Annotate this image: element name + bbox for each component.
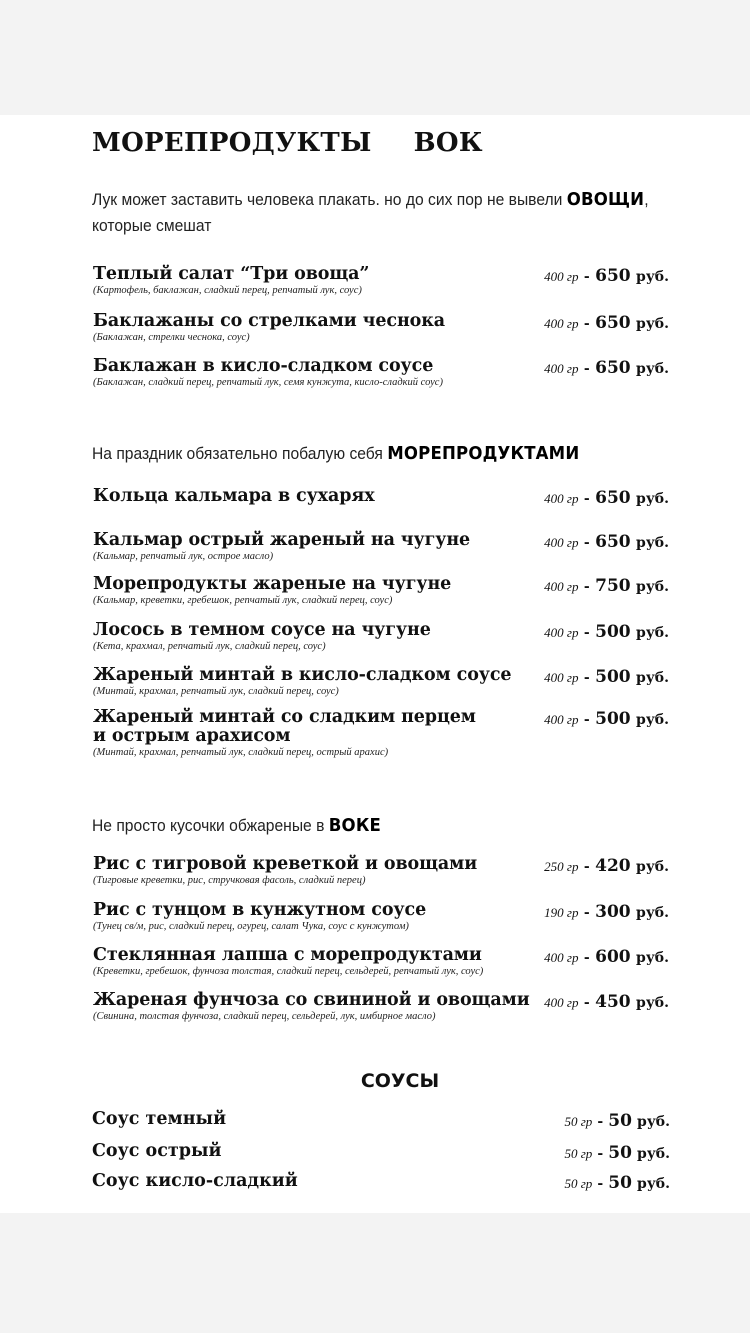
sauce-price: 50 гр - 50 руб. (564, 1173, 670, 1193)
menu-item (93, 621, 673, 653)
dish-price: 400 гр - 600 руб. (544, 947, 669, 967)
menu-item (93, 946, 673, 978)
section-intro-seafood (92, 441, 579, 467)
price-currency: руб. (636, 579, 669, 595)
dish-ingredients: (Креветки, гребешок, фунчоза толстая, сладкий перец, сельдерей, репчатый лук, соус) (93, 966, 484, 977)
dish-ingredients: (Минтай, крахмал, репчатый лук, сладкий перец, острый арахис) (93, 747, 389, 758)
dish-ingredients: (Картофель, баклажан, сладкий перец, репчатый лук, соус) (93, 285, 362, 296)
menu-item (93, 708, 673, 759)
dish-weight: 400 гр (544, 361, 579, 376)
price-value: 500 (595, 709, 631, 729)
sauce-weight: 50 гр (564, 1176, 593, 1191)
menu-item (93, 991, 673, 1023)
dish-weight: 400 гр (544, 950, 579, 965)
title-seafood: МОРЕПРОДУКТЫ (92, 128, 372, 158)
dish-weight: 400 гр (544, 712, 579, 727)
dish-name: Жареный минтай в кисло-сладком соусе (93, 665, 512, 685)
dish-price: 400 гр - 650 руб. (544, 358, 669, 378)
dish-price: 400 гр - 450 руб. (544, 992, 669, 1012)
sauce-name: Соус острый (92, 1141, 222, 1161)
menu-item (93, 312, 673, 344)
price-currency: руб. (636, 712, 669, 728)
dish-price: 400 гр - 750 руб. (544, 576, 669, 596)
menu-item (93, 531, 673, 563)
intro-text: На праздник обязательно побалую себя (92, 444, 388, 463)
price-value: 650 (595, 266, 631, 286)
dish-ingredients: (Баклажан, сладкий перец, репчатый лук, семя кунжута, кисло-сладкий соус) (93, 377, 443, 388)
dish-weight: 400 гр (544, 670, 579, 685)
dish-name: Жареный минтай со сладким перцем и острым арахисом (93, 707, 476, 746)
dish-weight: 400 гр (544, 269, 579, 284)
sauce-item (92, 1172, 674, 1191)
dish-name: Кольца кальмара в сухарях (93, 486, 375, 506)
dish-price: 400 гр - 650 руб. (544, 266, 669, 286)
price-currency: руб. (637, 1176, 670, 1192)
price-currency: руб. (636, 535, 669, 551)
price-value: 750 (595, 576, 631, 596)
dish-price: 400 гр - 500 руб. (544, 667, 669, 687)
sauces-heading: СОУСЫ (360, 1070, 440, 1092)
dish-weight: 400 гр (544, 995, 579, 1010)
dish-price: 400 гр - 650 руб. (544, 488, 669, 508)
dish-weight: 400 гр (544, 535, 579, 550)
price-currency: руб. (636, 491, 669, 507)
price-value: 450 (595, 992, 631, 1012)
sauce-weight: 50 гр (564, 1146, 593, 1161)
price-value: 50 (608, 1143, 632, 1163)
dish-name: Стеклянная лапша с морепродуктами (93, 945, 482, 965)
price-value: 650 (595, 532, 631, 552)
price-currency: руб. (636, 625, 669, 641)
dish-ingredients: (Минтай, крахмал, репчатый лук, сладкий перец, соус) (93, 686, 339, 697)
price-value: 420 (595, 856, 631, 876)
price-value: 650 (595, 313, 631, 333)
price-value: 500 (595, 622, 631, 642)
dish-name: Рис с тунцом в кунжутном соусе (93, 900, 427, 920)
dish-name: Баклажаны со стрелками чеснока (93, 311, 445, 331)
dish-ingredients: (Кета, крахмал, репчатый лук, сладкий перец, соус) (93, 641, 326, 652)
dish-ingredients: (Баклажан, стрелки чеснока, соус) (93, 332, 250, 343)
price-value: 650 (595, 358, 631, 378)
dish-weight: 190 гр (544, 905, 579, 920)
intro-highlight: МОРЕПРОДУКТАМИ (387, 443, 580, 464)
price-currency: руб. (636, 316, 669, 332)
price-currency: руб. (636, 905, 669, 921)
dish-price: 190 гр - 300 руб. (544, 902, 669, 922)
price-value: 600 (595, 947, 631, 967)
section-intro-wok (92, 813, 381, 839)
intro-highlight: ВОКЕ (328, 815, 382, 836)
menu-item (93, 575, 673, 607)
intro-text: Не просто кусочки обжареные в (92, 816, 329, 835)
dish-price: 250 гр - 420 руб. (544, 856, 669, 876)
intro-text-line2: которые смешат (92, 216, 212, 235)
dish-name: Кальмар острый жареный на чугуне (93, 530, 471, 550)
menu-item (93, 855, 673, 887)
intro-text: Лук может заставить человека плакать. но до сих пор не вывели (92, 190, 567, 209)
dish-ingredients: (Тигровые креветки, рис, стручковая фасоль, сладкий перец) (93, 875, 366, 886)
price-value: 650 (595, 488, 631, 508)
dish-price: 400 гр - 500 руб. (544, 709, 669, 729)
price-value: 500 (595, 667, 631, 687)
title-wok: ВОК (413, 128, 483, 158)
dish-price: 400 гр - 650 руб. (544, 313, 669, 333)
price-currency: руб. (636, 269, 669, 285)
price-currency: руб. (637, 1114, 670, 1130)
price-currency: руб. (636, 859, 669, 875)
dish-weight: 400 гр (544, 579, 579, 594)
sauce-name: Соус кисло-сладкий (92, 1171, 298, 1191)
dish-weight: 400 гр (544, 625, 579, 640)
dish-ingredients: (Кальмар, репчатый лук, острое масло) (93, 551, 274, 562)
sauce-name: Соус темный (92, 1109, 227, 1129)
menu-item (93, 487, 673, 506)
sauce-price: 50 гр - 50 руб. (564, 1143, 670, 1163)
menu-item (93, 265, 673, 297)
price-currency: руб. (636, 670, 669, 686)
page-title (92, 128, 483, 158)
price-currency: руб. (636, 995, 669, 1011)
dish-price: 400 гр - 500 руб. (544, 622, 669, 642)
intro-text-end: , (644, 190, 649, 209)
menu-item (93, 901, 673, 933)
dish-ingredients: (Тунец св/м, рис, сладкий перец, огурец, салат Чука, соус с кунжутом) (93, 921, 409, 932)
dish-weight: 400 гр (544, 316, 579, 331)
dish-name: Баклажан в кисло-сладком соусе (93, 356, 434, 376)
sauce-item (92, 1142, 674, 1161)
menu-item (93, 357, 673, 389)
price-currency: руб. (637, 1146, 670, 1162)
dish-name: Жареная фунчоза со свининой и овощами (93, 990, 530, 1010)
price-currency: руб. (636, 950, 669, 966)
dish-name: Морепродукты жареные на чугуне (93, 574, 452, 594)
dish-name: Теплый салат “Три овоща” (93, 264, 370, 284)
dish-name: Лосось в темном соусе на чугуне (93, 620, 431, 640)
price-value: 300 (595, 902, 631, 922)
sauce-price: 50 гр - 50 руб. (564, 1111, 670, 1131)
menu-item (93, 666, 673, 698)
dish-price: 400 гр - 650 руб. (544, 532, 669, 552)
dish-name: Рис с тигровой креветкой и овощами (93, 854, 478, 874)
price-value: 50 (608, 1173, 632, 1193)
dish-ingredients: (Свинина, толстая фунчоза, сладкий перец, сельдерей, лук, имбирное масло) (93, 1011, 436, 1022)
sauce-weight: 50 гр (564, 1114, 593, 1129)
sauce-item (92, 1110, 674, 1129)
dish-ingredients: (Кальмар, креветки, гребешок, репчатый лук, сладкий перец, соус) (93, 595, 393, 606)
intro-highlight: ОВОЩИ (566, 189, 645, 210)
dish-weight: 400 гр (544, 491, 579, 506)
price-value: 50 (608, 1111, 632, 1131)
price-currency: руб. (636, 361, 669, 377)
section-intro-vegetables (92, 187, 649, 239)
dish-weight: 250 гр (544, 859, 579, 874)
